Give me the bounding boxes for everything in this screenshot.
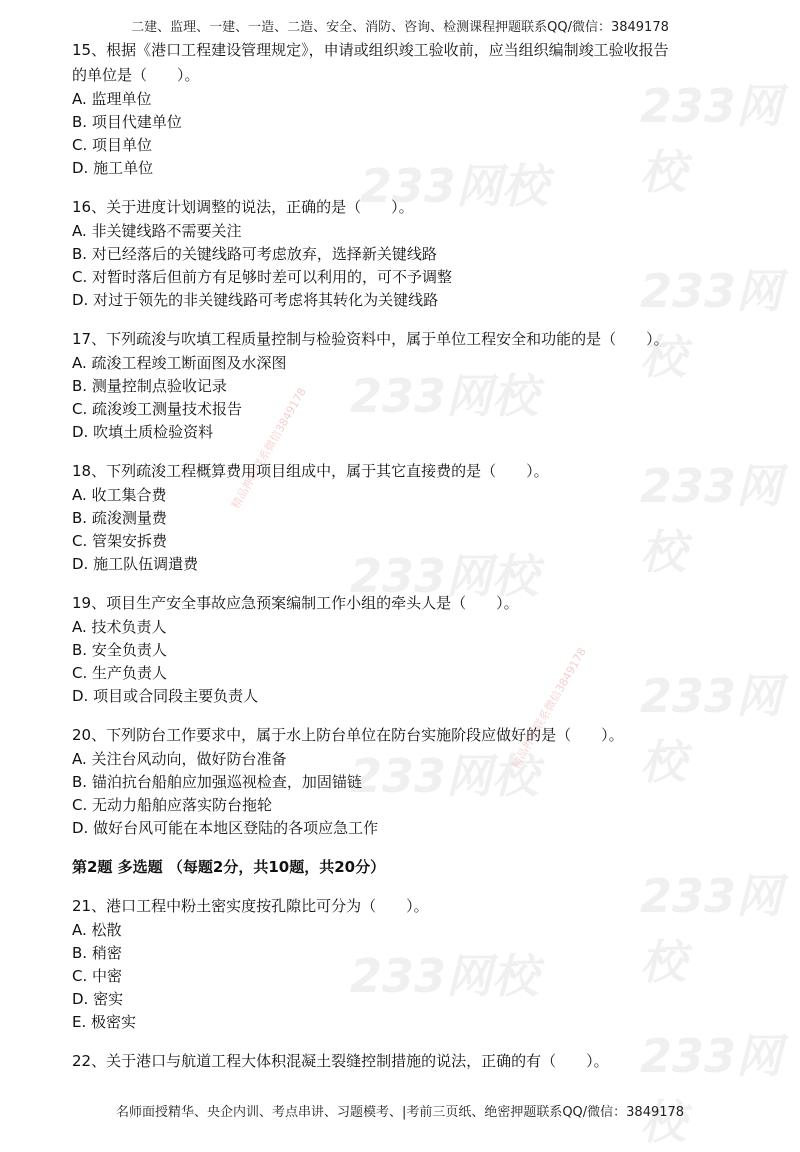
watermark: 233网校 xyxy=(640,669,783,789)
option-b: B. 测量控制点验收记录 xyxy=(72,377,227,395)
watermark: 233网校 xyxy=(640,869,783,989)
question-stem: 19、项目生产安全事故应急预案编制工作小组的牵头人是（ ）。 xyxy=(72,594,519,612)
watermark: 233网校 xyxy=(640,1029,783,1149)
question-stem: 17、下列疏浚与吹填工程质量控制与检验资料中，属于单位工程安全和功能的是（ ）。 xyxy=(72,330,669,348)
option-d: D. 密实 xyxy=(72,990,124,1008)
option-b: B. 锚泊抗台船舶应加强巡视检查，加固锚链 xyxy=(72,773,362,791)
option-b: B. 疏浚测量费 xyxy=(72,509,167,527)
question-stem: 15、根据《港口工程建设管理规定》，申请或组织竣工验收前，应当组织编制竣工验收报告 xyxy=(72,41,669,59)
option-a: A. 疏浚工程竣工断面图及水深图 xyxy=(72,354,287,372)
question-19 xyxy=(72,591,762,708)
watermark: 233网校 xyxy=(350,369,539,423)
question-16 xyxy=(72,195,762,312)
contact-watermark: 精品押题联系微信3849178 xyxy=(509,645,589,771)
question-stem: 16、关于进度计划调整的说法，正确的是（ ）。 xyxy=(72,198,414,216)
option-c: C. 管架安拆费 xyxy=(72,532,168,550)
option-d: D. 做好台风可能在本地区登陆的各项应急工作 xyxy=(72,819,379,837)
option-a: A. 技术负责人 xyxy=(72,618,167,636)
section-title: 第2题 多选题 （每题2分，共10题，共20分） xyxy=(72,858,386,876)
watermark: 233网校 xyxy=(360,159,549,213)
page-header: 二建、监理、一建、一造、二造、安全、消防、咨询、检测课程押题联系QQ/微信：3849178 xyxy=(131,20,669,35)
watermark: 233网校 xyxy=(640,264,783,384)
question-stem: 的单位是（ ）。 xyxy=(72,66,200,84)
option-d: D. 施工队伍调遣费 xyxy=(72,555,199,573)
watermark: 233网校 xyxy=(640,79,783,199)
page-footer: 名师面授精华、央企内训、考点串讲、习题模考、|考前三页纸、绝密押题联系QQ/微信：3849178 xyxy=(115,1105,685,1120)
question-20 xyxy=(72,723,762,840)
question-list xyxy=(72,38,762,1089)
option-b: B. 安全负责人 xyxy=(72,641,167,659)
option-b: B. 稍密 xyxy=(72,944,122,962)
option-b: B. 项目代建单位 xyxy=(72,113,182,131)
watermark: 233网校 xyxy=(350,549,539,603)
question-stem: 21、港口工程中粉土密实度按孔隙比可分为（ ）。 xyxy=(72,897,429,915)
option-c: C. 无动力船舶应落实防台拖轮 xyxy=(72,796,273,814)
option-c: C. 中密 xyxy=(72,967,123,985)
option-a: A. 非关键线路不需要关注 xyxy=(72,222,242,240)
option-d: D. 施工单位 xyxy=(72,159,154,177)
question-17 xyxy=(72,327,762,444)
question-stem: 22、关于港口与航道工程大体积混凝土裂缝控制措施的说法，正确的有（ ）。 xyxy=(72,1052,609,1070)
option-d: D. 吹填土质检验资料 xyxy=(72,423,214,441)
option-b: B. 对已经落后的关键线路可考虑放弃，选择新关键线路 xyxy=(72,245,437,263)
contact-watermark: 精品押题联系微信3849178 xyxy=(229,385,309,511)
option-a: A. 收工集合费 xyxy=(72,486,167,504)
question-stem: 18、下列疏浚工程概算费用项目组成中，属于其它直接费的是（ ）。 xyxy=(72,462,549,480)
watermark: 233网校 xyxy=(350,749,539,803)
option-c: C. 对暂时落后但前方有足够时差可以利用的，可不予调整 xyxy=(72,268,453,286)
option-d: D. 对过于领先的非关键线路可考虑将其转化为关键线路 xyxy=(72,291,439,309)
option-c: C. 生产负责人 xyxy=(72,664,168,682)
option-d: D. 项目或合同段主要负责人 xyxy=(72,687,259,705)
option-a: A. 松散 xyxy=(72,921,122,939)
option-c: C. 项目单位 xyxy=(72,136,153,154)
option-c: C. 疏浚竣工测量技术报告 xyxy=(72,400,243,418)
question-21 xyxy=(72,894,762,1034)
question-stem: 20、下列防台工作要求中，属于水上防台单位在防台实施阶段应做好的是（ ）。 xyxy=(72,726,624,744)
watermark: 233网校 xyxy=(350,949,539,1003)
question-15 xyxy=(72,38,762,180)
option-a: A. 关注台风动向，做好防台准备 xyxy=(72,750,287,768)
question-18 xyxy=(72,459,762,576)
option-a: A. 监理单位 xyxy=(72,90,152,108)
option-e: E. 极密实 xyxy=(72,1013,137,1031)
watermark: 233网校 xyxy=(640,459,783,579)
question-22 xyxy=(72,1049,762,1074)
